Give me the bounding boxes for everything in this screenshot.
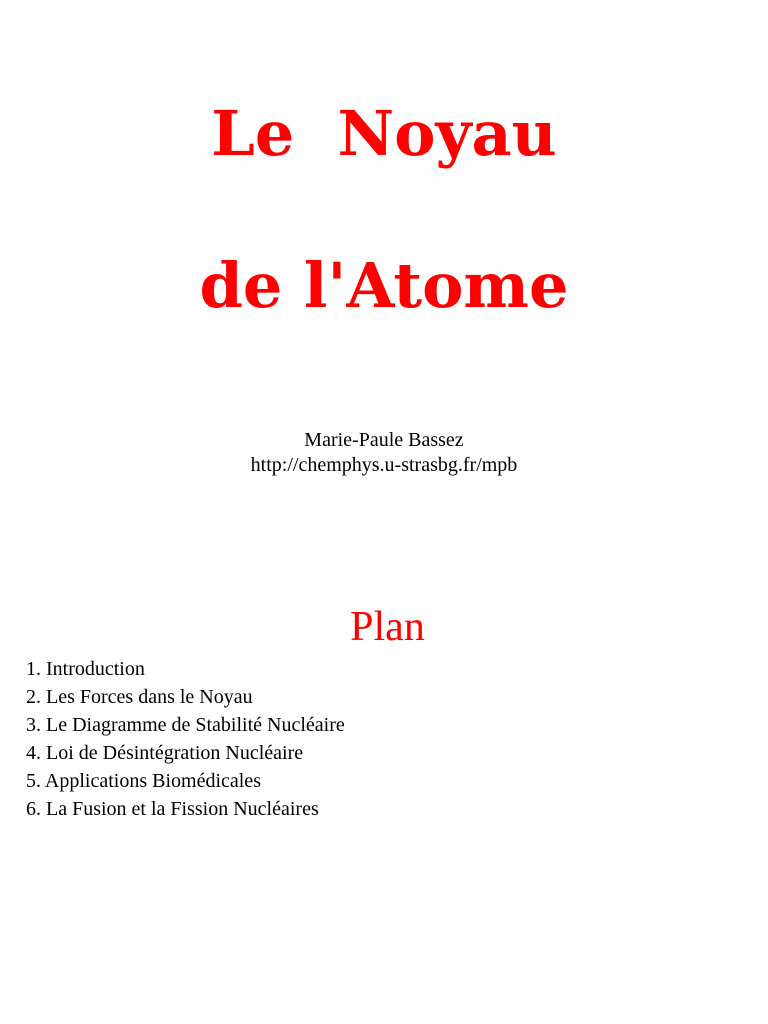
plan-item-number: 3.	[26, 714, 41, 736]
plan-list	[26, 655, 345, 823]
author-url: http://chemphys.u-strasbg.fr/mpb	[250, 454, 518, 476]
plan-item	[26, 795, 345, 823]
plan-item-number: 2.	[26, 686, 41, 708]
plan-heading: Plan	[350, 604, 425, 650]
plan-item-label: Les Forces dans le Noyau	[46, 686, 253, 708]
title-line-2: de l'Atome	[199, 249, 569, 322]
plan-item-label: La Fusion et la Fission Nucléaires	[46, 798, 319, 820]
title-line-1: Le Noyau	[211, 97, 557, 170]
plan-item-number: 6.	[26, 798, 41, 820]
plan-item-label: Loi de Désintégration Nucléaire	[46, 742, 304, 764]
plan-item-label: Le Diagramme de Stabilité Nucléaire	[46, 714, 345, 736]
author-block	[0, 428, 768, 478]
plan-item	[26, 655, 345, 683]
plan-item-number: 1.	[26, 658, 41, 680]
author-name: Marie-Paule Bassez	[304, 429, 464, 451]
plan-item	[26, 739, 345, 767]
plan-item	[26, 767, 345, 795]
plan-item-number: 4.	[26, 742, 41, 764]
plan-item-label: Introduction	[46, 658, 145, 680]
plan-item-number: 5.	[26, 770, 41, 792]
plan-item	[26, 683, 345, 711]
plan-item	[26, 711, 345, 739]
plan-item-label: Applications Biomédicales	[44, 770, 261, 792]
